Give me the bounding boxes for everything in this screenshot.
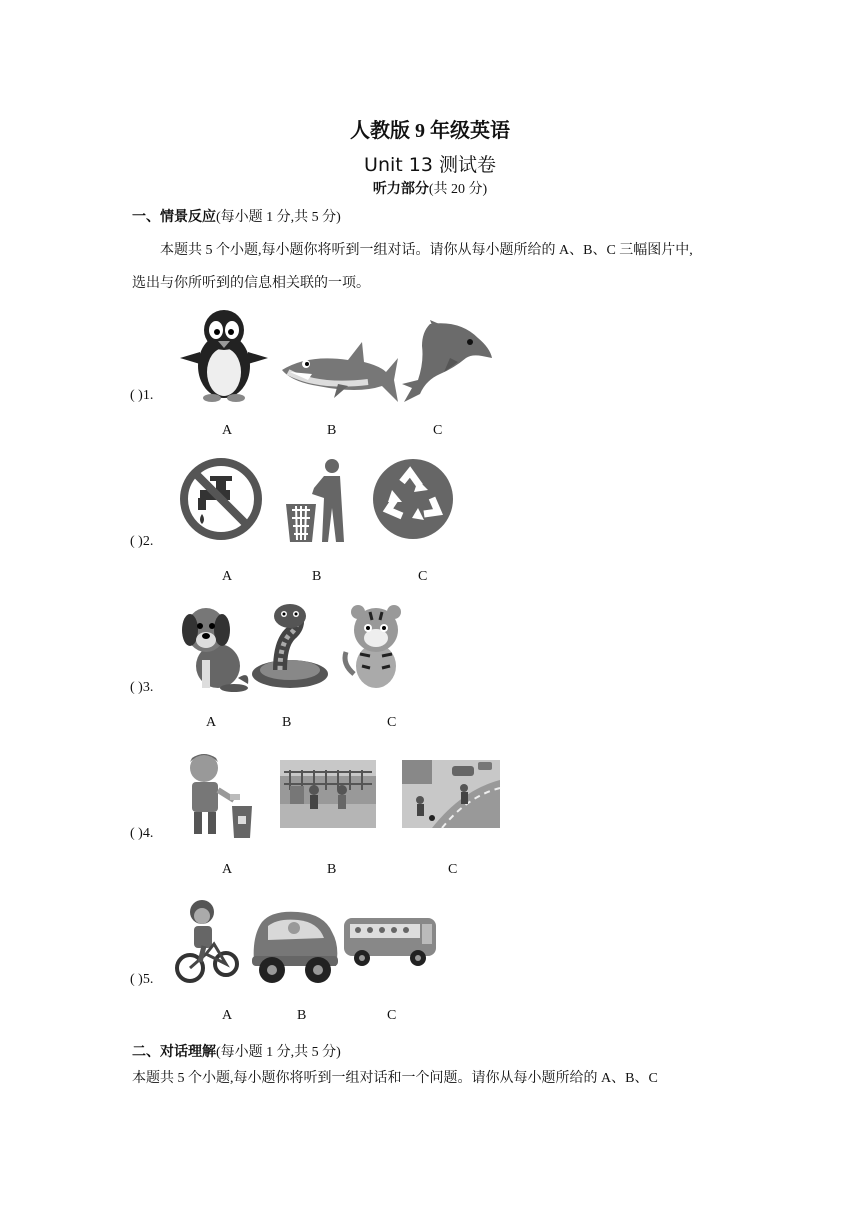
q2-label-a: A xyxy=(222,569,233,584)
question-1-number: ( )1. xyxy=(130,388,154,403)
section1-instr-line2: 选出与你所听到的信息相关联的一项。 xyxy=(132,276,370,291)
penguin-icon xyxy=(178,306,270,404)
q1-label-c: C xyxy=(433,423,443,438)
q5-label-a: A xyxy=(222,1008,233,1023)
dolphin-icon xyxy=(400,318,494,404)
section2-score: (每小题 1 分,共 5 分) xyxy=(216,1045,341,1060)
bus-icon xyxy=(342,914,440,970)
q5-label-b: B xyxy=(297,1008,307,1023)
part-label: 听力部分 xyxy=(372,182,429,197)
q3-label-b: B xyxy=(282,715,292,730)
section1-instructions xyxy=(132,234,732,300)
section1-instr-line1: 本题共 5 个小题,每小题你将听到一组对话。请你从每小题所给的 A、B、C 三幅图片中, xyxy=(160,243,693,258)
q1-label-b: B xyxy=(327,423,337,438)
q3-label-c: C xyxy=(387,715,397,730)
section2-instructions xyxy=(132,1062,752,1095)
section2-heading xyxy=(132,1041,341,1061)
kids-road-icon xyxy=(402,760,500,828)
kids-park-icon xyxy=(280,760,376,828)
snake-icon xyxy=(250,604,332,690)
question-4-number: ( )4. xyxy=(130,826,154,841)
shark-icon xyxy=(278,336,400,404)
part-heading xyxy=(0,178,860,198)
question-3-number: ( )3. xyxy=(130,680,154,695)
part-score: (共 20 分) xyxy=(428,182,488,197)
section1-heading xyxy=(132,206,341,226)
car-icon xyxy=(248,906,340,988)
no-water-icon xyxy=(180,458,262,540)
bike-icon xyxy=(178,898,238,984)
recycle-icon xyxy=(372,458,454,540)
section2-instr-line1: 本题共 5 个小题,每小题你将听到一组对话和一个问题。请你从每小题所给的 A、B、C xyxy=(132,1071,658,1086)
unit-subtitle: Unit 13 测试卷 xyxy=(364,154,496,176)
section1-score: (每小题 1 分,共 5 分) xyxy=(216,210,341,225)
q4-label-a: A xyxy=(222,862,233,877)
section2-title: 二、对话理解 xyxy=(132,1045,216,1060)
q2-label-b: B xyxy=(312,569,322,584)
q2-label-c: C xyxy=(418,569,428,584)
tiger-icon xyxy=(340,604,410,690)
dog-icon xyxy=(176,600,250,692)
page-title: 人教版 9 年级英语 xyxy=(350,120,510,142)
question-5-number: ( )5. xyxy=(130,972,154,987)
q4-label-c: C xyxy=(448,862,458,877)
boy-litter-icon xyxy=(180,750,256,840)
litter-bin-icon xyxy=(282,458,352,544)
question-2-number: ( )2. xyxy=(130,534,154,549)
q1-label-a: A xyxy=(222,423,233,438)
q4-label-b: B xyxy=(327,862,337,877)
q3-label-a: A xyxy=(206,715,217,730)
section1-title: 一、情景反应 xyxy=(132,210,216,225)
q5-label-c: C xyxy=(387,1008,397,1023)
